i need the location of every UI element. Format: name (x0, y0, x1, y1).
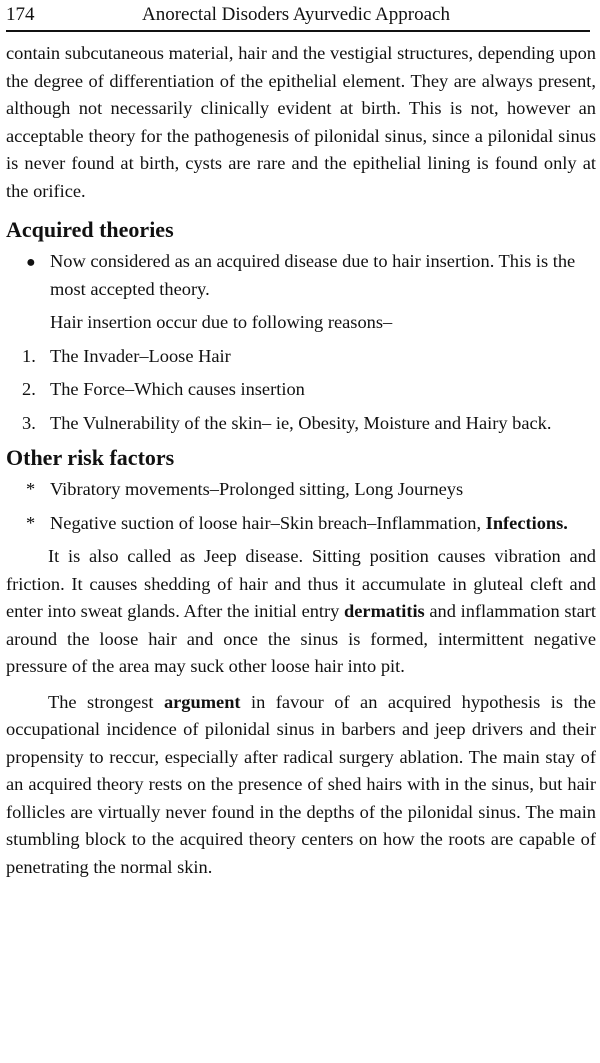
reason-item-2 (6, 376, 596, 404)
jeep-disease-paragraph (6, 543, 596, 681)
reason-item-1 (6, 343, 596, 371)
risk-item-1 (6, 476, 596, 504)
reason-number: 1. (22, 345, 36, 366)
star-bullet-icon: * (26, 512, 36, 533)
risk-item-text: Vibratory movements–Prolonged sitting, Long Journeys (50, 479, 464, 499)
reason-text: The Invader–Loose Hair (50, 345, 231, 366)
running-title: Anorectal Disoders Ayurvedic Approach (142, 4, 450, 25)
acquired-bullet-text: Now considered as an acquired disease due to hair insertion. This is the most accepted theory. (50, 251, 576, 299)
jeep-text-2: and inflammation start around the loose hair and once the sinus is formed, intermittent negative pressure of the area may suck other loose hair into pit. (6, 601, 596, 676)
reason-text: The Vulnerability of the skin– ie, Obesity, Moisture and Hairy back. (50, 412, 552, 433)
reason-number: 3. (22, 412, 36, 433)
argument-paragraph (6, 689, 596, 882)
star-bullet-icon: * (26, 479, 36, 499)
risk-item-text: Negative suction of loose hair–Skin breach–Inflammation, (50, 512, 482, 533)
jeep-bold-term: dermatitis (344, 601, 425, 621)
reason-text: The Force–Which causes insertion (50, 379, 305, 399)
risk-item-2 (6, 510, 596, 538)
risk-item-bold: Infections. (485, 512, 568, 533)
other-risk-factors-heading: Other risk factors (6, 445, 175, 470)
argument-text-1: The strongest (48, 691, 154, 712)
reason-item-3 (6, 410, 596, 438)
bullet-icon: ● (26, 254, 36, 271)
intro-paragraph: contain subcutaneous material, hair and the vestigial structures, depending upon the degree of differentiation of the epithelial element. They are always present, although not necessarily clinically evident at birth. This is not, however an acceptable theory for the pathogenesis of pilonidal sinus, since a pilonidal sinus is never found at birth, cysts are rare and the epithelial lining is found only at the orifice. (6, 43, 596, 201)
hair-insertion-lead-in: Hair insertion occur due to following reasons– (50, 312, 393, 332)
acquired-theories-heading: Acquired theories (6, 217, 174, 242)
acquired-bullet-item (6, 248, 596, 303)
running-header (6, 4, 590, 32)
page-body (6, 40, 596, 889)
argument-bold-term: argument (163, 691, 241, 712)
reason-number: 2. (22, 379, 36, 399)
page-number: 174 (6, 4, 35, 25)
argument-text-2: in favour of an acquired hypothesis is the occupational incidence of pilonidal sinus in barbers and jeep drivers and their propensity to reccur, especially after radical surgery ablation. The main stay of an acquired theory rests on the presence of shed hairs with in the sinus, but hair follicles are virtually never found in the depths of the pilonidal sinus. The main stumbling block to the acquired theory centers on how the roots are capable of penetrating the normal skin. (6, 691, 596, 877)
jeep-text-1: It is also called as Jeep disease. Sitting position causes vibration and friction. It causes shedding of hair and thus it accumulate in gluteal cleft and enter into sweat glands. After the initial entry (6, 546, 596, 621)
